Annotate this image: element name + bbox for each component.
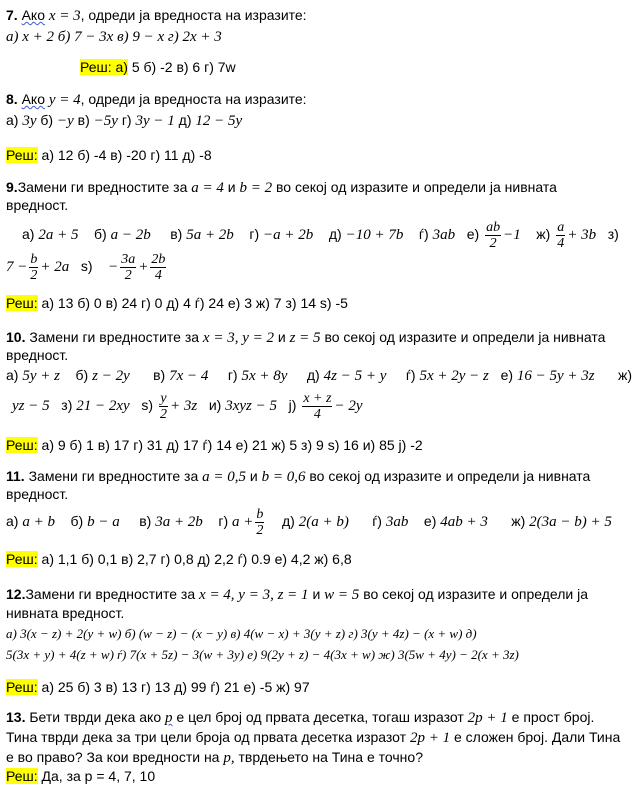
problem-13-line3: е во право? За кои вредности на p, тврдењето на Тина е точно?: [6, 749, 423, 766]
problem-11-expressions: а) a + b б) b − a в) 3a + 2b г) a + $\frac{b}{2}$ д) 2(a + b) ѓ) 3ab е) 4ab + 3 ж) 2(3a − b) + 5: [6, 506, 612, 538]
problem-10-expressions-line1: а) 5y + z б) z − 2y в) 7x − 4 г) 5x + 8y д) 4z − 5 + y ѓ) 5x + 2y − z е) 16 − 5y + 3z ж): [6, 367, 632, 384]
problem-10-question-cont: вредност.: [6, 347, 69, 363]
problem-8-question: 8. Ако y = 4, одреди ја вредноста на изразите:: [6, 91, 307, 108]
problem-9-question-cont: вредност.: [6, 197, 69, 213]
problem-13-line2: Тина тврди дека за три цели броја од првата десетка изразот 2p + 1 е сложен број. Дали Тина: [6, 729, 621, 746]
problem-8-expressions: а) 3y б) −y в) −5y г) 3y − 1 д) 12 − 5y: [6, 112, 243, 129]
problem-11-question: 11. Замени ги вредностите за a = 0,5 и b = 0,6 во секој од изразите и определи ја нивната: [6, 468, 591, 485]
problem-10-solution: Реш: а) 9 б) 1 в) 17 г) 31 д) 17 ѓ) 14 е) 21 ж) 5 з) 9 ѕ) 16 и) 85 ј) -2: [6, 437, 423, 453]
problem-8-solution: Реш: а) 12 б) -4 в) -20 г) 11 д) -8: [6, 147, 212, 163]
problem-9-expressions-line2: 7 − $\frac{b}{2}$ + 2a ѕ) − $\frac{3a}{2}$ + $\frac{2b}{4}$: [6, 251, 166, 283]
problem-13-solution: Реш: Да, за p = 4, 7, 10: [6, 768, 156, 784]
problem-12-solution: Реш: а) 25 б) 3 в) 13 г) 13 д) 99 ѓ) 21 е) -5 ж) 97: [6, 679, 310, 695]
problem-12-expressions-line2: 5(3x + y) + 4(z + w) ѓ) 7(x + 5z) − 3(w + 3y) е) 9(2y + z) − 4(3x + w) ж) 3(5w + 4y) − 2(x + 3z): [6, 647, 519, 662]
problem-7-expressions: а) x + 2 б) 7 − 3x в) 9 − x г) 2x + 3: [6, 29, 222, 45]
problem-11-solution: Реш: а) 1,1 б) 0,1 в) 2,7 г) 0,8 д) 2,2 ѓ) 0.9 е) 4,2 ж) 6,8: [6, 551, 352, 567]
problem-9-solution: Реш: а) 13 б) 0 в) 24 г) 0 д) 4 ѓ) 24 е) 3 ж) 7 з) 14 ѕ) -5: [6, 295, 348, 311]
problem-7-solution: Реш: а) 5 б) -2 в) 6 г) 7w: [80, 59, 236, 75]
problem-11-question-cont: вредност.: [6, 486, 69, 502]
problem-12-question-cont: нивната вредност.: [6, 605, 125, 621]
problem-9-question: 9.Замени ги вредностите за a = 4 и b = 2 во секој од изразите и определи ја нивната: [6, 179, 557, 196]
problem-12-question: 12.Замени ги вредностите за x = 4, y = 3, z = 1 и w = 5 во секој од изразите и определи ја: [6, 586, 588, 603]
problem-12-expressions-line1: а) 3(x − z) + 2(y + w) б) (w − z) − (x − y) в) 4(w − x) + 3(y + z) г) 3(y + 4z) − (x + w) д): [6, 626, 477, 641]
problem-7-question: 7. Ако x = 3, одреди ја вредноста на изразите:: [6, 7, 307, 24]
problem-10-question: 10. Замени ги вредностите за x = 3, y = 2 и z = 5 во секој од изразите и определи ја нивната: [6, 329, 606, 346]
problem-10-expressions-line2: yz − 5 з) 21 − 2xy ѕ) $\frac{y}{2}$ + 3z и) 3xyz − 5 ј) $\frac{x + z}{4}$ − 2y: [12, 390, 363, 422]
problem-9-expressions-line1: а) 2a + 5 б) a − 2b в) 5a + 2b г) −a + 2b д) −10 + 7b ѓ) 3ab е) $\frac{ab}{2}$ −1 ж) $\frac{a}{4}$ + 3b з): [22, 219, 619, 251]
problem-13-line1: 13. Бети тврди дека ако p е цел број од првата десетка, тогаш изразот 2p + 1 е прост број.: [6, 709, 595, 726]
